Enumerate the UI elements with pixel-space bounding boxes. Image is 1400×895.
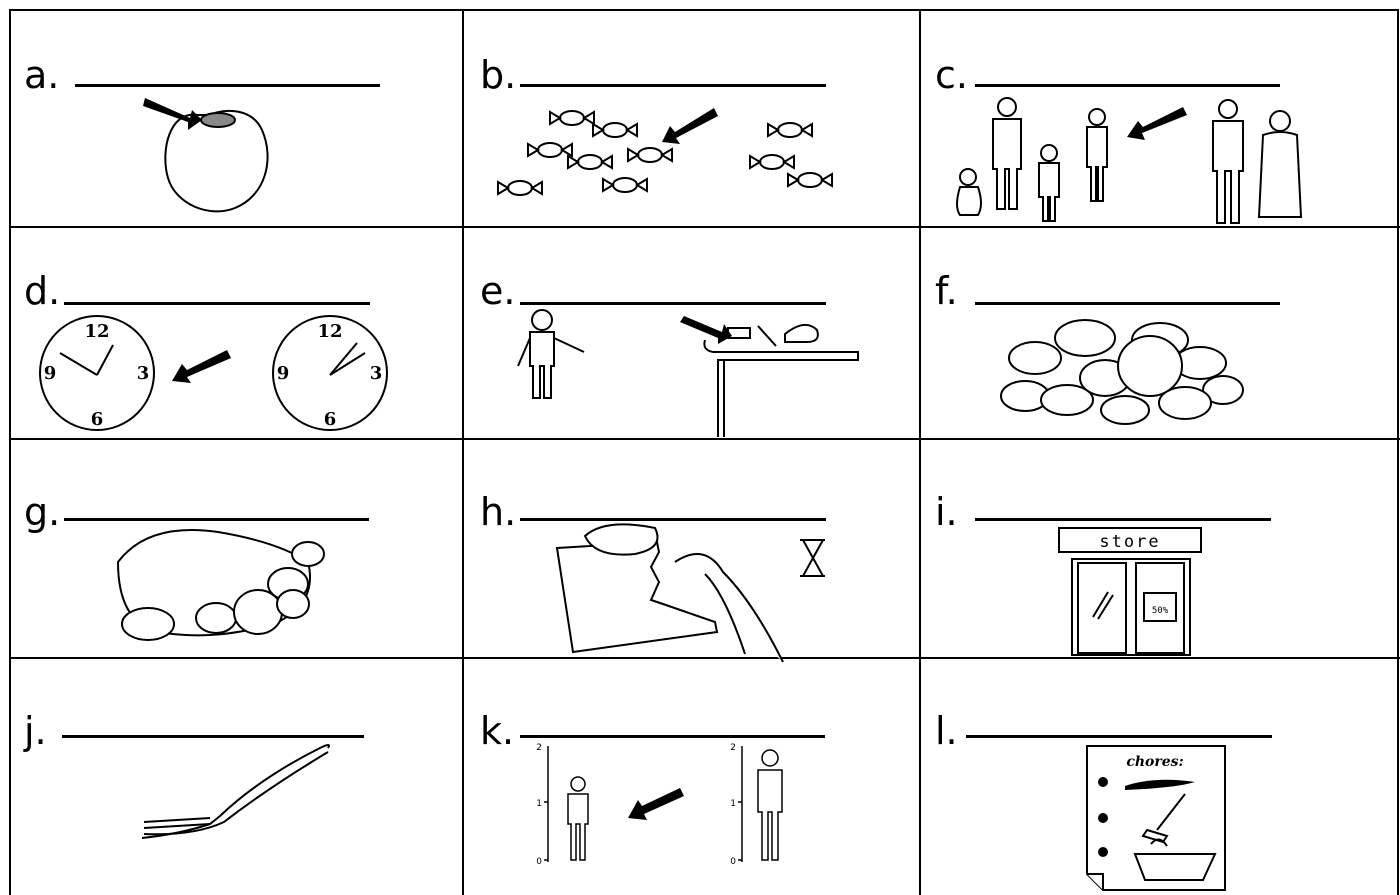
family-icon bbox=[945, 95, 1345, 227]
clock-numeral: 9 bbox=[276, 363, 290, 384]
chores-list-icon bbox=[1085, 742, 1230, 892]
item-letter-c: c. bbox=[935, 53, 968, 97]
row-divider bbox=[9, 438, 1400, 440]
chores-title: chores: bbox=[1126, 754, 1184, 770]
item-letter-l: l. bbox=[935, 709, 958, 753]
clock-numeral: 9 bbox=[43, 363, 57, 384]
item-letter-a: a. bbox=[24, 53, 60, 97]
sandwich-icon bbox=[510, 308, 870, 438]
answer-blank-e[interactable] bbox=[520, 302, 826, 305]
answer-blank-k[interactable] bbox=[520, 735, 825, 738]
fork-icon bbox=[140, 742, 340, 842]
answer-blank-c[interactable] bbox=[975, 84, 1280, 87]
answer-blank-d[interactable] bbox=[64, 302, 370, 305]
potatoes-icon bbox=[995, 318, 1245, 428]
item-letter-d: d. bbox=[24, 269, 61, 313]
column-divider bbox=[919, 9, 921, 895]
scale-tick-label: 2 bbox=[730, 743, 736, 753]
scale-tick-label: 0 bbox=[730, 857, 736, 867]
tearing-paper-icon bbox=[555, 522, 865, 656]
clock-numeral: 6 bbox=[90, 409, 104, 430]
clock-numeral: 3 bbox=[136, 363, 150, 384]
item-letter-i: i. bbox=[935, 490, 958, 534]
answer-blank-a[interactable] bbox=[75, 84, 380, 87]
item-letter-h: h. bbox=[480, 490, 517, 534]
clock-numeral: 12 bbox=[84, 321, 110, 342]
height-chart-icon bbox=[530, 740, 800, 870]
clocks-icon bbox=[35, 315, 395, 433]
scale-tick-label: 1 bbox=[536, 799, 542, 809]
answer-blank-f[interactable] bbox=[975, 302, 1280, 305]
scale-tick-label: 2 bbox=[536, 743, 542, 753]
clock-numeral: 3 bbox=[369, 363, 383, 384]
answer-blank-l[interactable] bbox=[966, 735, 1272, 738]
answer-blank-j[interactable] bbox=[62, 735, 364, 738]
store-icon bbox=[1058, 527, 1203, 657]
apple-core-icon bbox=[140, 90, 290, 220]
scale-tick-label: 1 bbox=[730, 799, 736, 809]
clock-numeral: 6 bbox=[323, 409, 337, 430]
item-letter-g: g. bbox=[24, 490, 61, 534]
scale-tick-label: 0 bbox=[536, 857, 542, 867]
column-divider bbox=[462, 9, 464, 895]
answer-blank-b[interactable] bbox=[520, 84, 826, 87]
discount-label: 50% bbox=[1151, 606, 1169, 616]
answer-blank-h[interactable] bbox=[520, 518, 826, 521]
candy-icon bbox=[490, 100, 850, 210]
item-letter-e: e. bbox=[480, 269, 516, 313]
row-divider bbox=[9, 657, 1400, 659]
answer-blank-i[interactable] bbox=[975, 518, 1271, 521]
roast-dinner-icon bbox=[98, 522, 328, 652]
item-letter-k: k. bbox=[480, 709, 515, 753]
item-letter-f: f. bbox=[935, 269, 958, 313]
item-letter-j: j. bbox=[24, 709, 47, 753]
clock-numeral: 12 bbox=[317, 321, 343, 342]
store-sign-text: store bbox=[1099, 532, 1161, 552]
answer-blank-g[interactable] bbox=[64, 518, 369, 521]
item-letter-b: b. bbox=[480, 53, 517, 97]
